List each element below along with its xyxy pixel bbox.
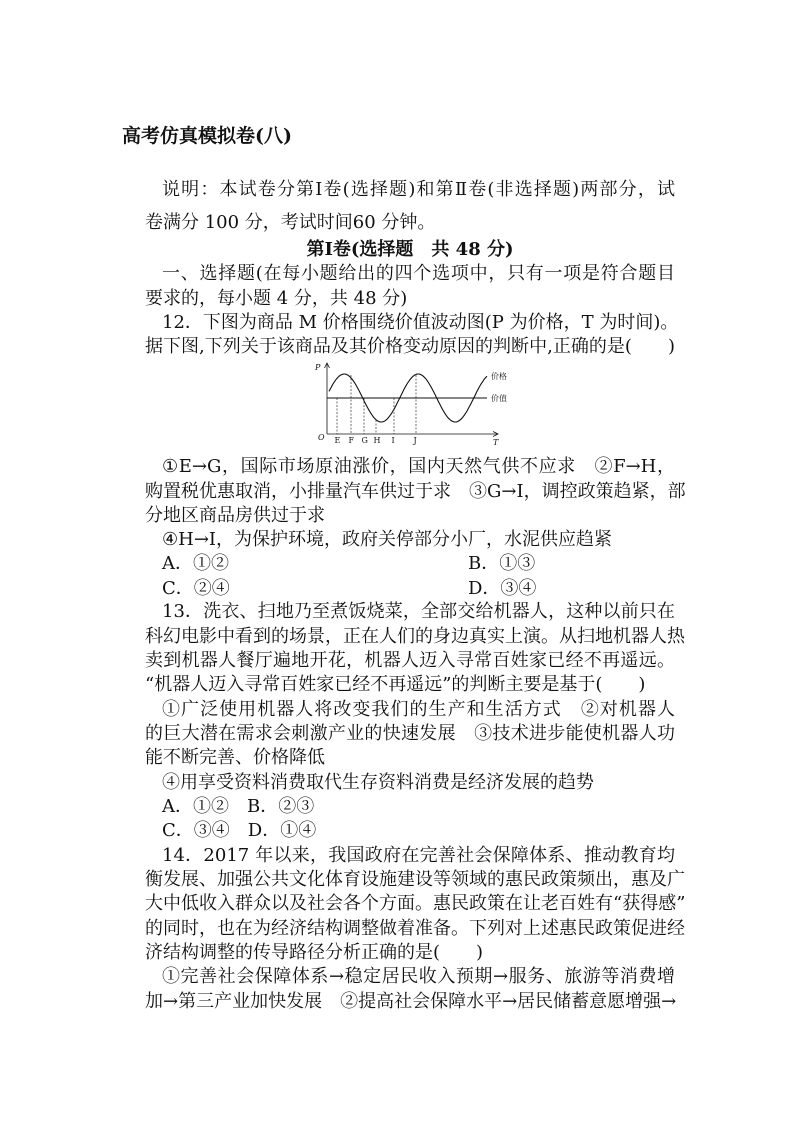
q12-option-a: A．①② xyxy=(162,553,229,574)
q13-stem-3: 卖到机器人餐厅遍地开花，机器人迈入寻常百姓家已经不再遥远。 xyxy=(145,650,675,671)
q14-stem-4: 的同时，也在为经济结构调整做着准备。下列对上述惠民政策促进经 xyxy=(145,918,685,939)
q12-statement-4: ④H→I，为保护环境，政府关停部分小厂，水泥供应趋紧 xyxy=(162,529,613,550)
q13-statement-3: 能不断完善、价格降低 xyxy=(145,747,325,768)
q13-statement-4: ④用享受资料消费取代生存资料消费是经济发展的趋势 xyxy=(162,772,594,793)
x-axis-label: T xyxy=(493,438,499,447)
q14-stem-3: 大中低收入群众以及社会各个方面。惠民政策在让老百姓有“获得感” xyxy=(145,893,686,914)
section-title: 第Ⅰ卷(选择题 共 48 分) xyxy=(306,239,514,260)
marker-label-j: J xyxy=(413,436,417,445)
note-line-1: 说明：本试卷分第Ⅰ卷(选择题)和第Ⅱ卷(非选择题)两部分，试 xyxy=(162,179,675,200)
note-line-2: 卷满分 100 分，考试时间60 分钟。 xyxy=(145,212,436,233)
marker-label-g: G xyxy=(361,436,368,445)
q13-options-cd: C．③④ D．①④ xyxy=(162,820,317,841)
q12-statement-1: ①E→G，国际市场原油涨价，国内天然气供不应求 ②F→H， xyxy=(162,456,675,477)
part1-line-1: 一、选择题(在每小题给出的四个选项中，只有一项是符合题目 xyxy=(162,263,675,284)
q14-statement-1: ①完善社会保障体系→稳定居民收入预期→服务、旅游等消费增 xyxy=(162,966,675,987)
marker-label-f: F xyxy=(348,436,355,445)
q14-stem-5: 济结构调整的传导路径分析正确的是( ) xyxy=(145,942,484,963)
q14-statement-2: 加→第三产业加快发展 ②提高社会保障水平→居民储蓄意愿增强→ xyxy=(145,991,677,1012)
q12-option-d: D．③④ xyxy=(468,578,537,599)
q13-options-ab: A．①② B．②③ xyxy=(162,796,315,817)
q12-statement-2: 购置税优惠取消，小排量汽车供过于求 ③G→I，调控政策趋紧，部 xyxy=(145,481,686,502)
origin-label: O xyxy=(318,433,325,442)
marker-label-i: I xyxy=(391,436,395,445)
series-label-price: 价格 xyxy=(491,372,507,381)
q13-stem-1: 13．洗衣、扫地乃至煮饭烧菜，全部交给机器人，这种以前只在 xyxy=(162,601,675,622)
q13-stem-2: 科幻电影中看到的场景，正在人们的身边真实上演。从扫地机器人热 xyxy=(145,626,685,647)
q14-stem-2: 衡发展、加强公共文化体育设施建设等领域的惠民政策频出，惠及广 xyxy=(145,869,685,890)
marker-label-e: E xyxy=(334,436,341,445)
price-value-chart xyxy=(305,360,525,450)
marker-label-h: H xyxy=(373,436,381,445)
page-title: 高考仿真模拟卷(八) xyxy=(122,125,292,147)
q12-statement-3: 分地区商品房供过于求 xyxy=(145,505,325,526)
q12-option-b: B．①③ xyxy=(468,553,536,574)
q13-statement-1: ①广泛使用机器人将改变我们的生产和生活方式 ②对机器人 xyxy=(162,699,675,720)
q14-stem-1: 14．2017 年以来，我国政府在完善社会保障体系、推动教育均 xyxy=(162,845,675,866)
q12-stem-1: 12．下图为商品 M 价格围绕价值波动图(P 为价格，T 为时间)。 xyxy=(162,312,679,333)
part1-line-2: 要求的，每小题 4 分，共 48 分) xyxy=(145,288,408,309)
series-label-value: 价值 xyxy=(491,394,507,403)
y-axis-label: P xyxy=(315,363,321,372)
q12-option-c: C．②④ xyxy=(162,578,230,599)
q12-stem-2: 据下图,下列关于该商品及其价格变动原因的判断中,正确的是( ) xyxy=(145,336,675,357)
q13-statement-2: 的巨大潜在需求会刺激产业的快速发展 ③技术进步能使机器人功 xyxy=(145,723,675,744)
q13-stem-4: “机器人迈入寻常百姓家已经不再遥远”的判断主要是基于( ) xyxy=(145,674,646,695)
